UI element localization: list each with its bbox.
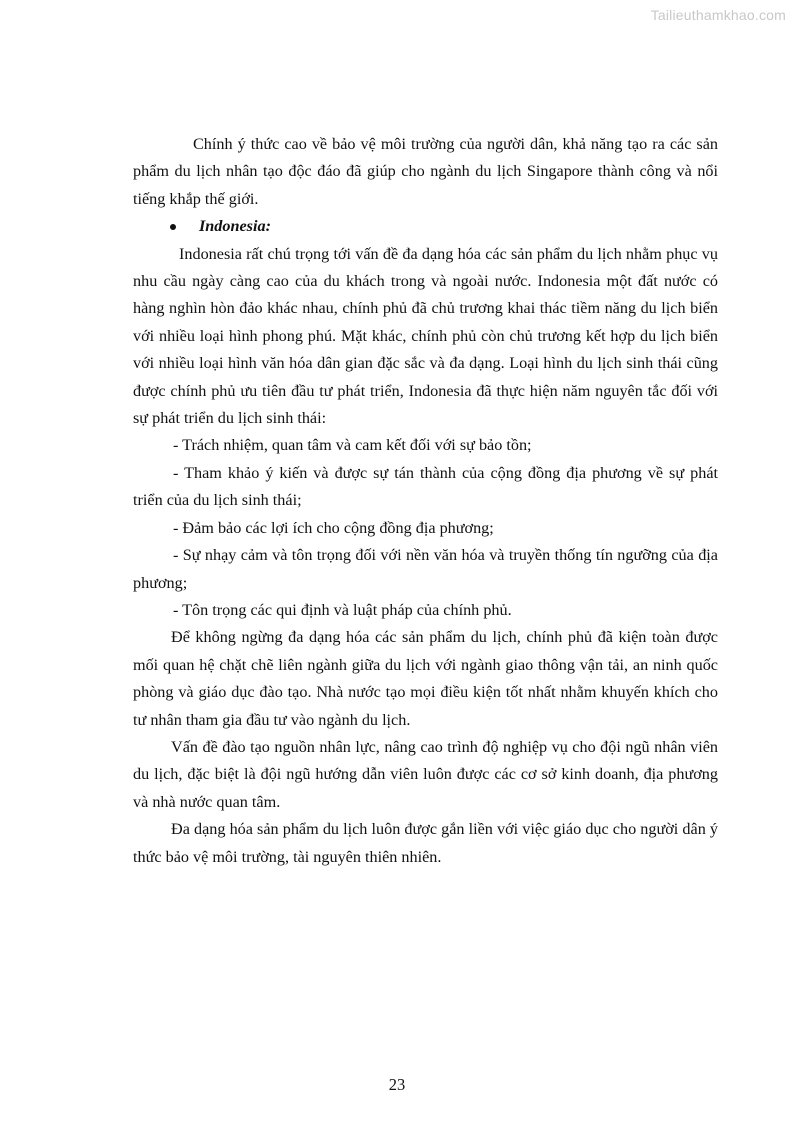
- paragraph-training: Vấn đề đào tạo nguồn nhân lực, nâng cao trình độ nghiệp vụ cho đội ngũ nhân viên du lịch, đặc biệt là đội ngũ hướng dẫn viên luôn được các cơ sở kinh doanh, địa phương và nhà nước quan tâm.: [133, 737, 718, 811]
- principle-item-4: - Sự nhạy cảm và tôn trọng đối với nền văn hóa và truyền thống tín ngưỡng của địa phương;: [133, 546, 718, 592]
- indonesia-heading-label: Indonesia:: [199, 217, 271, 236]
- paragraph-environment-education: Đa dạng hóa sản phẩm du lịch luôn được gắn liền với việc giáo dục cho người dân ý thức bảo vệ môi trường, tài nguyên thiên nhiên.: [133, 820, 718, 866]
- paragraph-singapore-summary: Chính ý thức cao về bảo vệ môi trường của người dân, khả năng tạo ra các sản phẩm du lịch nhân tạo độc đáo đã giúp cho ngành du lịch Singapore thành công và nổi tiếng khắp thế giới.: [133, 135, 718, 208]
- paragraph-interdepartmental: Để không ngừng đa dạng hóa các sản phẩm du lịch, chính phủ đã kiện toàn được mối quan hệ chặt chẽ liên ngành giữa du lịch với ngành giao thông vận tải, an ninh quốc phòng và giáo dục đào tạo. Nhà nước tạo mọi điều kiện tốt nhất nhằm khuyến khích cho tư nhân tham gia đầu tư vào ngành du lịch.: [133, 628, 718, 729]
- document-body: [133, 131, 718, 871]
- principle-item-5: - Tôn trọng các qui định và luật pháp của chính phủ.: [173, 600, 512, 619]
- indonesia-bullet-heading: [133, 213, 718, 240]
- bullet-icon: [170, 224, 176, 230]
- paragraph-indonesia-intro: Indonesia rất chú trọng tới vấn đề đa dạng hóa các sản phẩm du lịch nhằm phục vụ nhu cầu ngày càng cao của du khách trong và ngoài nước. Indonesia một đất nước có hàng nghìn hòn đảo khác nhau, chính phủ đã chủ trương khai thác tiềm năng du lịch biển với nhiều loại hình phong phú. Mặt khác, chính phủ còn chủ trương kết hợp du lịch biển với nhiều loại hình văn hóa dân gian đặc sắc và đa dạng. Loại hình du lịch sinh thái cũng được chính phủ ưu tiên đầu tư phát triển, Indonesia đã thực hiện năm nguyên tắc đối với sự phát triển du lịch sinh thái:: [133, 244, 718, 428]
- page-number: 23: [388, 1075, 406, 1094]
- watermark-text: Tailieuthamkhao.com: [650, 7, 786, 23]
- principle-item-1: - Trách nhiệm, quan tâm và cam kết đối với sự bảo tồn;: [173, 436, 532, 455]
- principle-item-3: - Đảm bảo các lợi ích cho cộng đồng địa phương;: [173, 518, 494, 537]
- principle-item-2: - Tham khảo ý kiến và được sự tán thành của cộng đồng địa phương về sự phát triển của du lịch sinh thái;: [133, 463, 718, 510]
